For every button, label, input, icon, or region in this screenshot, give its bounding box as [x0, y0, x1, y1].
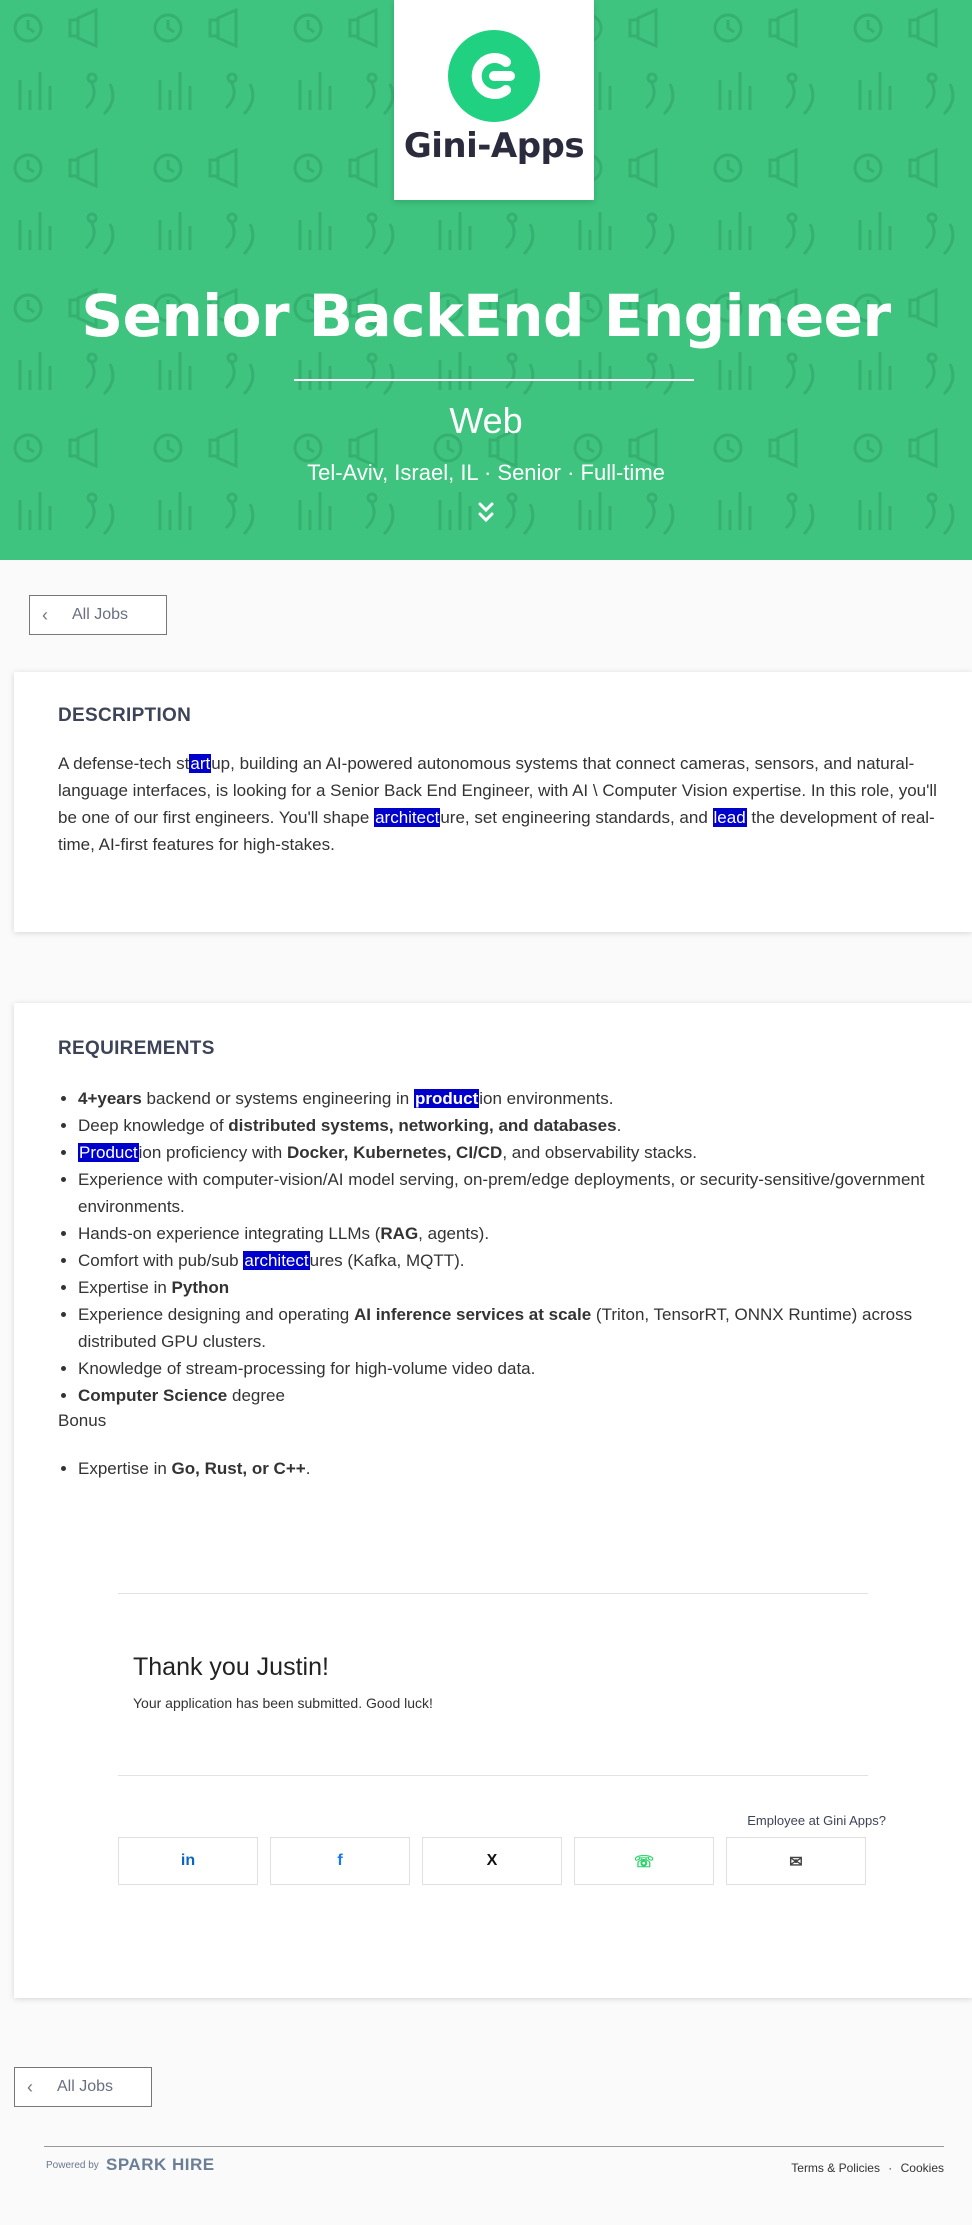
- list-item: • Experience with computer-vision/AI model serving, on-prem/edge deployments, or security-sensitive/government environments.: [78, 1166, 958, 1220]
- requirements-heading: REQUIREMENTS: [58, 1038, 215, 1059]
- employee-link[interactable]: Employee at Gini Apps?: [747, 1813, 886, 1828]
- bonus-label: Bonus: [58, 1411, 107, 1430]
- x-icon: X: [486, 1852, 498, 1869]
- divider: [118, 1775, 868, 1776]
- list-item: • Production proficiency with Docker, Kubernetes, CI/CD, and observability stacks.: [78, 1139, 958, 1166]
- job-title: Senior BackEnd Engineer: [81, 282, 891, 350]
- divider: [118, 1593, 868, 1594]
- list-item: • Knowledge of stream-processing for high-volume video data.: [78, 1355, 958, 1382]
- list-item: • Experience designing and operating AI inference services at scale (Triton, TensorRT, ONNX Runtime) across distributed GPU clusters.: [78, 1301, 958, 1355]
- list-item: • 4+years backend or systems engineering in production environments.: [78, 1085, 958, 1112]
- description-card: [14, 672, 972, 932]
- list-item: • Expertise in Python: [78, 1274, 958, 1301]
- company-name: Gini-Apps: [403, 126, 585, 166]
- linkedin-icon: in: [180, 1852, 196, 1869]
- all-jobs-button[interactable]: ‹ All Jobs: [29, 595, 167, 635]
- scroll-down-icon[interactable]: [476, 500, 496, 530]
- footer-links: [791, 2161, 944, 2175]
- list-item: • Deep knowledge of distributed systems, networking, and databases.: [78, 1112, 958, 1139]
- terms-link[interactable]: Terms & Policies: [791, 2161, 880, 2175]
- requirements-list: [58, 1085, 958, 1409]
- cookies-link[interactable]: Cookies: [900, 2161, 944, 2175]
- spark-hire-logo[interactable]: SPARK HIRE: [106, 2155, 215, 2174]
- job-department: Web: [449, 400, 523, 441]
- hero-banner: [0, 0, 972, 560]
- footer-divider: [44, 2146, 944, 2147]
- share-facebook-button[interactable]: [270, 1837, 410, 1885]
- powered-by-label: Powered by: [46, 2160, 99, 2171]
- share-linkedin-button[interactable]: [118, 1837, 258, 1885]
- list-item: • Hands-on experience integrating LLMs (RAG, agents).: [78, 1220, 958, 1247]
- all-jobs-bottom-button[interactable]: ‹ All Jobs: [14, 2067, 152, 2107]
- whatsapp-icon: ☏: [633, 1854, 654, 1871]
- list-item: • Expertise in Go, Rust, or C++.: [78, 1455, 310, 1482]
- list-item: • Computer Science degree: [78, 1382, 958, 1409]
- chevron-left-icon: ‹: [42, 605, 48, 625]
- company-logo: [394, 0, 594, 200]
- facebook-icon: f: [337, 1852, 343, 1869]
- bonus-list: [58, 1455, 310, 1482]
- title-divider: [294, 379, 694, 381]
- job-meta: Tel-Aviv, Israel, IL · Senior · Full-time: [307, 460, 665, 485]
- description-text: A defense-tech startup, building an AI-powered autonomous systems that connect cameras, sensors, and natural-language interfaces, is looking for a Senior Back End Engineer, with AI \ Computer Vision expertise. In this role, you'll be one of our first engineers. You'll shape architecture, set engineering standards, and lead the development of real-time, AI-first features for high-stakes.: [58, 754, 937, 854]
- requirements-card: [14, 1003, 972, 1998]
- separator: ·: [888, 2161, 893, 2175]
- list-item: • Comfort with pub/sub architectures (Kafka, MQTT).: [78, 1247, 958, 1274]
- thanks-message: Your application has been submitted. Good luck!: [133, 1695, 433, 1711]
- share-x-button[interactable]: [422, 1837, 562, 1885]
- thanks-title: Thank you Justin!: [133, 1653, 329, 1681]
- chevron-left-icon: ‹: [27, 2077, 33, 2097]
- logo-mark: [448, 30, 540, 122]
- email-icon: ✉: [789, 1854, 803, 1871]
- share-email-button[interactable]: [726, 1837, 866, 1885]
- share-whatsapp-button[interactable]: [574, 1837, 714, 1885]
- description-heading: DESCRIPTION: [58, 705, 192, 726]
